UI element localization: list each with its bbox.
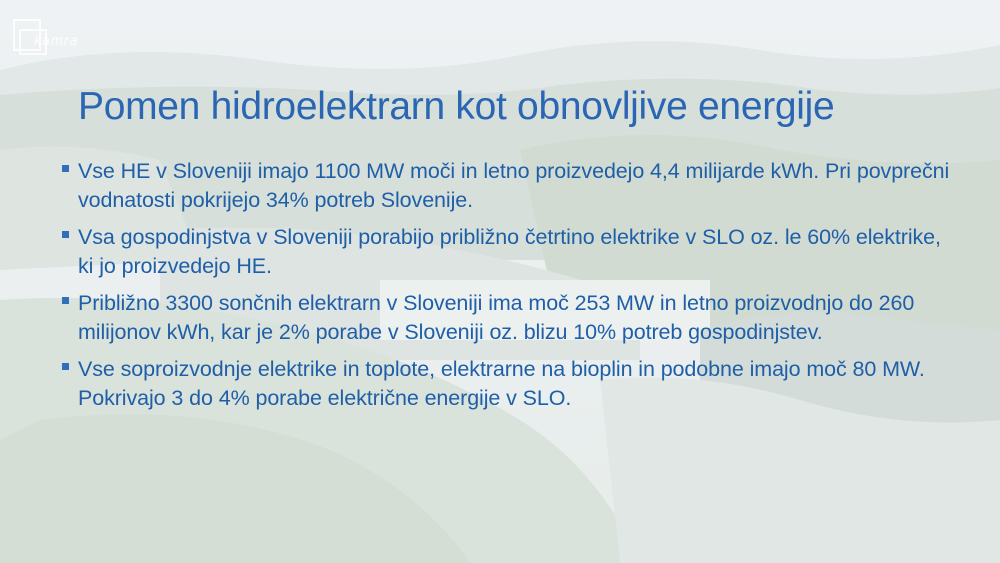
bullet-item <box>62 355 962 413</box>
square-bullet-icon <box>62 297 69 304</box>
bullet-item <box>62 157 962 215</box>
bullet-item <box>62 289 962 347</box>
bullet-list <box>62 157 962 421</box>
bullet-text: Približno 3300 sončnih elektrarn v Sloveniji ima moč 253 MW in letno proizvodnjo do 260 milijonov kWh, kar je 2% porabe v Sloveniji oz. blizu 10% potreb gospodinjstev. <box>78 291 915 344</box>
bullet-text: Vse HE v Sloveniji imajo 1100 MW moči in letno proizvedejo 4,4 milijarde kWh. Pri povprečni vodnatosti pokrijejo 34% potreb Slovenije. <box>78 159 950 212</box>
slide-title: Pomen hidroelektrarn kot obnovljive energije <box>78 85 835 129</box>
bullet-text: Vsa gospodinjstva v Sloveniji porabijo približno četrtino elektrike v SLO oz. le 60% elektrike, ki jo proizvedejo HE. <box>78 225 941 278</box>
square-bullet-icon <box>62 165 69 172</box>
kamra-logo-text: kamra <box>34 34 78 49</box>
bullet-item <box>62 223 962 281</box>
square-bullet-icon <box>62 363 69 370</box>
bullet-text: Vse soproizvodnje elektrike in toplote, elektrarne na bioplin in podobne imajo moč 80 MW. Pokrivajo 3 do 4% porabe električne energije v SLO. <box>78 357 925 410</box>
square-bullet-icon <box>62 231 69 238</box>
